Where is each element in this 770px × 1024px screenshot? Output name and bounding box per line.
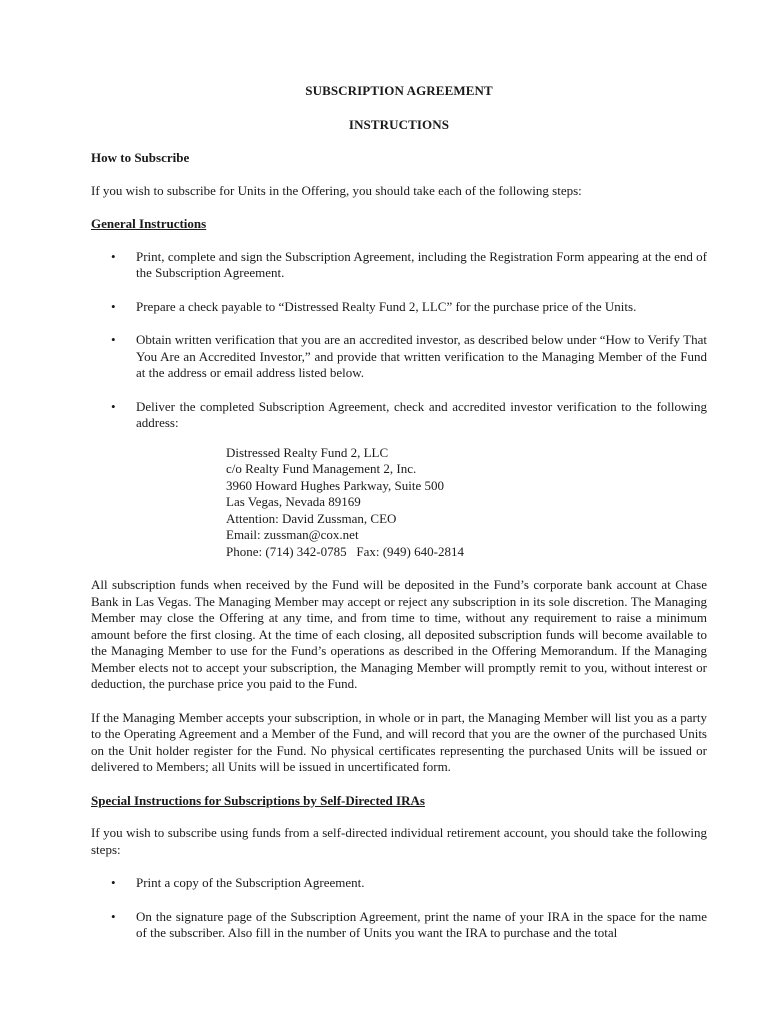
subscription-funds-paragraph: All subscription funds when received by the Fund will be deposited in the Fund’s corporate bank account at Chase Bank in Las Vegas. The Managing Member may accept or reject any subscription in its sole discretion. The Managing Member may close the Offering at any time, and from time to time, without any requirement to raise a minimum amount before the first closing. At the time of each closing, all deposited subscription funds will become available to the Managing Member to use for the Fund’s operations as described in the Offering Memorandum. If the Managing Member elects not to accept your subscription, the Managing Member will promptly remit to you, without interest or deduction, the purchase price you paid to the Fund.	[91, 577, 707, 691]
list-item-text: Deliver the completed Subscription Agreement, check and accredited investor verification to the following address:	[136, 398, 707, 430]
ira-instructions-list	[91, 875, 707, 942]
ira-intro: If you wish to subscribe using funds from a self-directed individual retirement account, you should take the following steps:	[91, 825, 707, 857]
bullet-icon: •	[111, 332, 116, 347]
document-title: SUBSCRIPTION AGREEMENT	[305, 83, 493, 98]
list-item-text: Obtain written verification that you are an accredited investor, as described below under “How to Verify That You Are an Accredited Investor,” and provide that written verification to the Managing Member of the Fund at the address or email address listed below.	[136, 332, 707, 380]
how-to-subscribe-intro: If you wish to subscribe for Units in the Offering, you should take each of the following steps:	[91, 182, 582, 198]
how-to-subscribe-heading: How to Subscribe	[91, 150, 190, 165]
list-item-text: Prepare a check payable to “Distressed Realty Fund 2, LLC” for the purchase price of the Units.	[136, 298, 637, 314]
list-item-text: On the signature page of the Subscription Agreement, print the name of your IRA in the space for the name of the subscriber. Also fill in the number of Units you want the IRA to purchase and the total	[136, 908, 707, 940]
list-item	[91, 249, 707, 282]
bullet-icon: •	[111, 298, 116, 314]
mailing-address	[226, 445, 707, 561]
list-item	[91, 875, 707, 892]
bullet-icon: •	[111, 398, 116, 414]
address-line: Email: zussman@cox.net	[226, 527, 359, 542]
bullet-icon: •	[111, 908, 116, 924]
address-line: Phone: (714) 342-0785 Fax: (949) 640-2814	[226, 543, 464, 559]
address-line: Attention: David Zussman, CEO	[226, 510, 397, 526]
list-item	[91, 909, 707, 942]
address-line: Las Vegas, Nevada 89169	[226, 494, 361, 509]
document-subtitle: INSTRUCTIONS	[348, 116, 450, 132]
list-item	[91, 299, 707, 316]
document-page	[91, 83, 707, 959]
bullet-icon: •	[111, 875, 116, 890]
address-line: 3960 Howard Hughes Parkway, Suite 500	[226, 477, 444, 493]
general-instructions-heading: General Instructions	[91, 216, 207, 231]
list-item	[91, 332, 707, 382]
general-instructions-list	[91, 249, 707, 561]
bullet-icon: •	[111, 248, 116, 264]
list-item-text: Print, complete and sign the Subscription Agreement, including the Registration Form appearing at the end of the Subscription Agreement.	[136, 248, 707, 280]
list-item-text: Print a copy of the Subscription Agreement.	[136, 875, 365, 890]
address-line: c/o Realty Fund Management 2, Inc.	[226, 461, 417, 476]
acceptance-paragraph: If the Managing Member accepts your subscription, in whole or in part, the Managing Member will list you as a party to the Operating Agreement and a Member of the Fund, and will record that you are the owner of the purchased Units on the Unit holder register for the Fund. No physical certificates representing the purchased Units will be issued or delivered to Members; all Units will be issued in uncertificated form.	[91, 709, 707, 774]
address-line: Distressed Realty Fund 2, LLC	[226, 444, 389, 460]
ira-instructions-heading: Special Instructions for Subscriptions by Self-Directed IRAs	[91, 792, 425, 808]
list-item	[91, 399, 707, 561]
